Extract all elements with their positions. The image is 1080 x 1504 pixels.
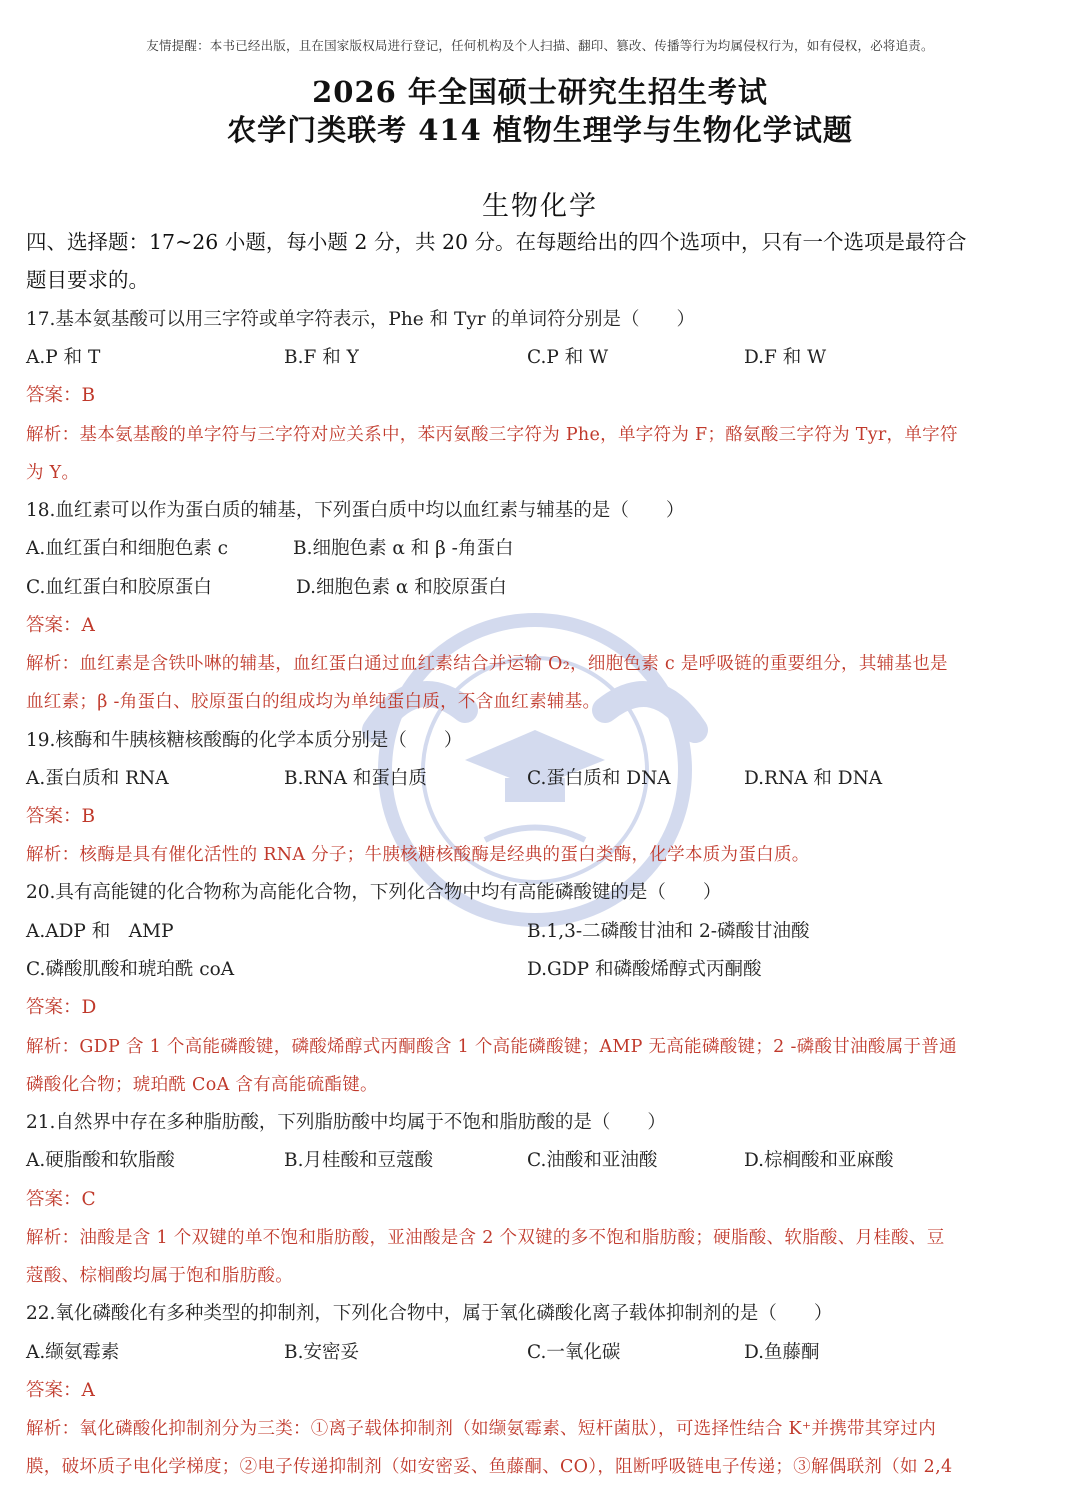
option-b: B.F 和 Y <box>284 347 359 368</box>
option-a: A.P 和 T <box>26 347 101 368</box>
option-c: C.磷酸肌酸和琥珀酰 coA <box>26 959 235 980</box>
analysis: 膜，破坏质子电化学梯度；②电子传递抑制剂（如安密妥、鱼藤酮、CO），阻断呼吸链电子传递；③解偶联剂（如 2,4 <box>26 1457 953 1477</box>
analysis: 蔻酸、棕榈酸均属于饱和脂肪酸。 <box>26 1266 293 1286</box>
option-c: C.血红蛋白和胶原蛋白 <box>26 577 212 598</box>
subject-heading: 生物化学 <box>482 191 598 222</box>
option-a: A.血红蛋白和细胞色素 c <box>26 538 228 559</box>
copyright-notice: 友情提醒：本书已经出版，且在国家版权局进行登记，任何机构及个人扫描、翻印、篡改、传播等行为均属侵权行为，如有侵权，必将追责。 <box>146 38 934 53</box>
section-instructions: 四、选择题：17~26 小题，每小题 2 分，共 20 分。在每题给出的四个选项中，只有一个选项是最符合 <box>26 230 967 254</box>
analysis: 解析：油酸是含 1 个双键的单不饱和脂肪酸，亚油酸是含 2 个双键的多不饱和脂肪酸；硬脂酸、软脂酸、月桂酸、豆 <box>26 1228 945 1248</box>
analysis: 为 Y。 <box>26 463 80 483</box>
answer: 答案：B <box>26 806 96 827</box>
option-a: A.ADP 和 AMP <box>26 921 174 942</box>
option-c: C.油酸和亚油酸 <box>527 1150 658 1171</box>
question-stem: 22.氧化磷酸化有多种类型的抑制剂，下列化合物中，属于氧化磷酸化离子载体抑制剂的是（ ） <box>26 1303 833 1324</box>
option-a: A.缬氨霉素 <box>26 1342 120 1363</box>
exam-title-line2: 农学门类联考 414 植物生理学与生物化学试题 <box>227 113 853 147</box>
option-d: D.鱼藤酮 <box>744 1342 820 1363</box>
question-stem: 21.自然界中存在多种脂肪酸，下列脂肪酸中均属于不饱和脂肪酸的是（ ） <box>26 1112 666 1133</box>
option-b: B.1,3-二磷酸甘油和 2-磷酸甘油酸 <box>527 921 810 942</box>
answer: 答案：A <box>26 1380 95 1401</box>
answer: 答案：A <box>26 615 95 636</box>
analysis: 解析：核酶是具有催化活性的 RNA 分子；牛胰核糖核酸酶是经典的蛋白类酶，化学本质为蛋白质。 <box>26 845 810 865</box>
answer: 答案：D <box>26 997 97 1018</box>
option-a: A.蛋白质和 RNA <box>26 768 169 789</box>
option-c: C.蛋白质和 DNA <box>527 768 671 789</box>
analysis: 解析：基本氨基酸的单字符与三字符对应关系中，苯丙氨酸三字符为 Phe，单字符为 F；酪氨酸三字符为 Tyr，单字符 <box>26 425 958 445</box>
option-a: A.硬脂酸和软脂酸 <box>26 1150 175 1171</box>
option-b: B.月桂酸和豆蔻酸 <box>284 1150 433 1171</box>
option-d: D.棕榈酸和亚麻酸 <box>744 1150 894 1171</box>
analysis: 血红素；β -角蛋白、胶原蛋白的组成均为单纯蛋白质，不含血红素辅基。 <box>26 692 601 712</box>
question-stem: 19.核酶和牛胰核糖核酸酶的化学本质分别是（ ） <box>26 730 463 751</box>
analysis: 解析：血红素是含铁卟啉的辅基，血红蛋白通过血红素结合并运输 O₂，细胞色素 c 是呼吸链的重要组分，其辅基也是 <box>26 654 948 674</box>
question-stem: 17.基本氨基酸可以用三字符或单字符表示，Phe 和 Tyr 的单词符分别是（ ） <box>26 309 696 330</box>
exam-title-line1: 2026 年全国硕士研究生招生考试 <box>312 75 768 109</box>
option-d: D.GDP 和磷酸烯醇式丙酮酸 <box>527 959 762 980</box>
analysis: 解析：氧化磷酸化抑制剂分为三类：①离子载体抑制剂（如缬氨霉素、短杆菌肽），可选择性结合 K⁺并携带其穿过内 <box>26 1419 937 1439</box>
option-b: B.安密妥 <box>284 1342 359 1363</box>
option-d: D.RNA 和 DNA <box>744 768 883 789</box>
answer: 答案：B <box>26 385 96 406</box>
section-instructions-cont: 题目要求的。 <box>26 268 149 292</box>
option-d: D.细胞色素 α 和胶原蛋白 <box>296 577 507 598</box>
option-d: D.F 和 W <box>744 347 827 368</box>
analysis: 磷酸化合物；琥珀酰 CoA 含有高能硫酯键。 <box>26 1075 378 1095</box>
question-stem: 20.具有高能键的化合物称为高能化合物，下列化合物中均有高能磷酸键的是（ ） <box>26 882 722 903</box>
option-c: C.P 和 W <box>527 347 609 368</box>
question-stem: 18.血红素可以作为蛋白质的辅基，下列蛋白质中均以血红素与辅基的是（ ） <box>26 500 685 521</box>
option-b: B.RNA 和蛋白质 <box>284 768 427 789</box>
option-c: C.一氧化碳 <box>527 1342 621 1363</box>
answer: 答案：C <box>26 1189 96 1210</box>
option-b: B.细胞色素 α 和 β -角蛋白 <box>293 538 514 559</box>
analysis: 解析：GDP 含 1 个高能磷酸键，磷酸烯醇式丙酮酸含 1 个高能磷酸键；AMP 无高能磷酸键；2 -磷酸甘油酸属于普通 <box>26 1037 957 1057</box>
